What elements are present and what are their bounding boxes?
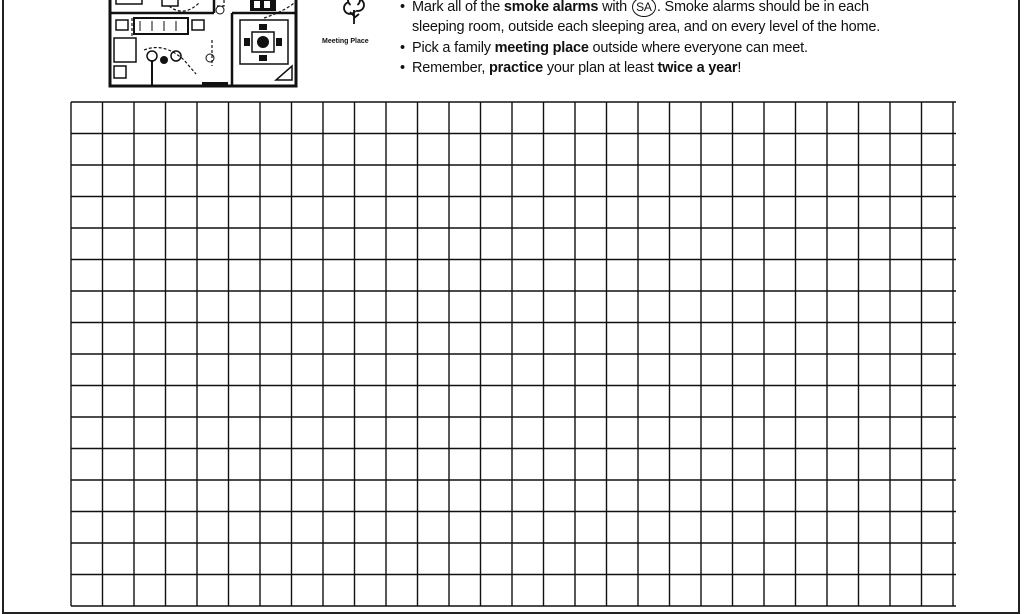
instruction-item: • Pick a family meeting place outside where everyone can meet. — [400, 39, 808, 56]
instruction-item — [400, 17, 880, 38]
meeting-place-label: Meeting Place — [322, 38, 369, 45]
smoke-alarm-icon: SA — [632, 0, 656, 17]
instructions-list — [400, 0, 880, 79]
instruction-text: sleeping room, outside each sleeping area, and on every level of the home. — [412, 19, 881, 35]
drawing-grid[interactable] — [70, 101, 956, 611]
instruction-item: • Remember, practice your plan at least twice a year! — [400, 60, 742, 76]
meeting-place-tree-icon — [344, 0, 364, 24]
example-floor-plan — [104, 0, 404, 96]
instruction-item: • Mark all of the smoke alarms with SA . Smoke alarms should be in each — [400, 0, 880, 17]
